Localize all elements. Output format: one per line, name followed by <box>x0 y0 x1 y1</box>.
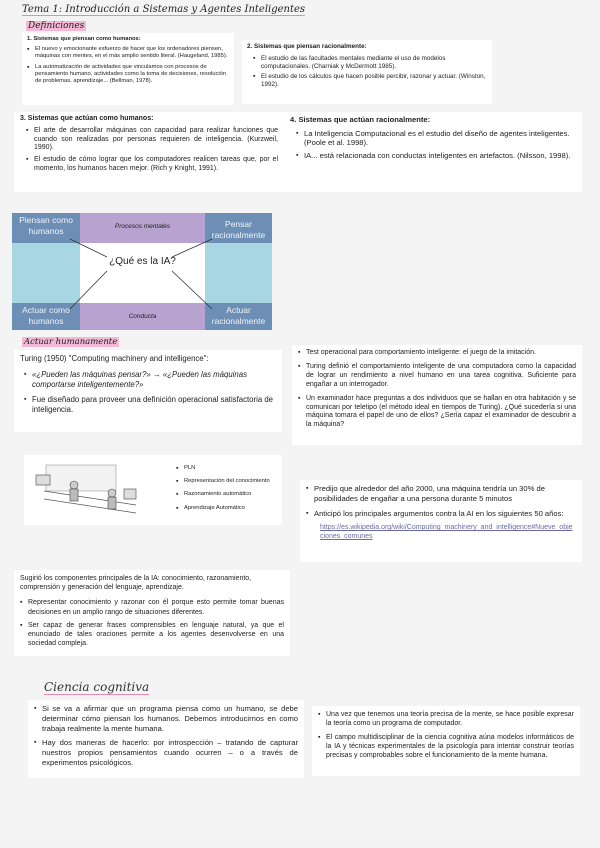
turing-intro: Turing (1950) "Computing machinery and intelligence": <box>20 354 209 363</box>
list-item: ▪ Turing definió el comportamiento inteligente de una computadora como la capacidad de lograr un rendimiento a nivel humano en una tarea cognitiva. Suficiente para engañar a un interrogador. <box>298 363 576 390</box>
list-item: ▪ La automatización de actividades que vinculamos con procesos de pensamiento humano, actividades como la toma de decisiones, resolución de problemas, aprendizaje... (Bellman, 1978). <box>27 64 229 86</box>
arrow-top-left <box>70 239 107 257</box>
list-item: ▪ Anticipó los principales argumentos contra la AI en los siguientes 50 años: <box>306 509 576 519</box>
skills-list <box>176 465 282 515</box>
def3-heading: 3. Sistemas que actúan como humanos: <box>20 115 154 122</box>
illustration-person <box>70 481 78 489</box>
list-item: ▪ El estudio de cómo lograr que los computadores realicen tareas que, por el momento, los humanos hacen mejor. (Rich y Knight, 1991). <box>26 156 278 174</box>
arrow-top-right <box>172 239 212 257</box>
list-item: ▪ El campo multidisciplinar de la ciencia cognitiva aúna modelos informáticos de la IA y técnicas experimentales de la psicología para intentar construir teorías precisas y comprobables sobre el funcionamiento de la mente humana. <box>318 733 574 760</box>
diagram-label-top: Procesos mentales <box>114 223 171 230</box>
list-item: ▪ La Inteligencia Computacional es el estudio del diseño de agentes inteligentes. (Poole et al. 1998). <box>296 129 576 148</box>
definition-card-1 <box>22 33 234 105</box>
illustration-terminal <box>124 489 136 499</box>
illustration-computer <box>36 475 50 485</box>
list-item: ▪ Fue diseñado para proveer una definición operacional satisfactoria de inteligencia. <box>24 395 276 415</box>
list-item: ▪ El arte de desarrollar máquinas con capacidad para realizar funciones que cuando son realizadas por personas requieren de inteligencia. (Kurzweil, 1990). <box>26 127 278 153</box>
list-item: ▪ Predijo que alrededor del año 2000, una máquina tendría un 30% de posibilidades de engañar a una persona durante 5 minutos <box>306 484 576 504</box>
diagram-label-bottom: Conducta <box>128 313 157 320</box>
list-item: ▪ PLN <box>176 465 282 472</box>
diagram-label-tl: Piensan como humanos <box>19 215 73 236</box>
definition-card-4 <box>284 112 582 192</box>
diagram-label-bl: Actuar como humanos <box>22 305 70 326</box>
list-item: ▪ Representar conocimiento y razonar con él porque esto permite tomar buenas decisiones en un amplio rango de situaciones diferentes. <box>20 598 284 616</box>
list-item: ▪ Si se va a afirmar que un programa piensa como un humano, se debe determinar cómo piensan los humanos. Debemos introducirnos en como trabaja realmente la mente humana. <box>34 704 298 733</box>
list-item: ▪ Representación del conocimiento <box>176 478 282 485</box>
diagram-label-br: Actuar racionalmente <box>211 305 266 326</box>
illustration-line <box>44 499 136 513</box>
list-item: ▪ «¿Pueden las máquinas pensar?» → «¿Pueden las máquinas comportarse inteligentemente?» <box>24 370 276 390</box>
definition-card-2 <box>242 40 492 104</box>
arrow-bottom-left <box>70 271 107 309</box>
list-item: ▪ Una vez que tenemos una teoría precisa de la mente, se hace posible expresar la teoría como un programa de computador. <box>318 710 574 728</box>
ia-diagram <box>12 213 272 330</box>
objections-link[interactable]: https://es.wikipedia.org/wiki/Computing_machinery_and_intelligence#Nueve_objeciones_comunes <box>320 524 573 541</box>
list-item: ▪ Ser capaz de generar frases comprensibles en lenguaje natural, ya que el enunciado de tales oraciones permite a los agentes desenvolverse en una sociedad compleja. <box>20 621 284 649</box>
illustration-wall <box>46 465 116 491</box>
list-item: ▪ El estudio de los cálculos que hacen posible percibir, razonar y actuar. (Winston, 1992). <box>253 73 487 89</box>
diagram-label-tr: Pensar racionalmente <box>211 219 266 240</box>
list-item: ▪ Un examinador hace preguntas a dos individuos que se hallan en otra habitación y se comunican por teletipo (el método ideal en tiempos de Turing). ¿Qué sucedería si una máquina tomara el papel de uno de ellos? ¿Sería capaz el examinador de descubrir a la máquina? <box>298 395 576 431</box>
definition-card-3 <box>14 112 284 192</box>
section-actuar: Actuar humanamente <box>24 337 118 347</box>
diagram-label-center: ¿Qué es la IA? <box>109 256 176 267</box>
cognitive-right-card <box>312 706 580 776</box>
illustration-line <box>44 491 136 505</box>
turing-card <box>14 350 282 432</box>
components-card <box>14 570 290 656</box>
section-ciencia-cognitiva: Ciencia cognitiva <box>44 680 150 694</box>
list-item: ▪ El estudio de las facultades mentales mediante el uso de modelos computacionales. (Charniak y McDermott 1985). <box>253 55 487 71</box>
def2-heading: 2. Sistemas que piensan racionalmente: <box>247 43 367 50</box>
page-title: Tema 1: Introducción a Sistemas y Agentes Inteligentes <box>22 4 306 15</box>
cognitive-left-card <box>28 700 304 778</box>
illustration-person-body <box>70 489 78 501</box>
list-item: ▪ Razonamiento automático <box>176 491 282 498</box>
list-item: ▪ Hay dos maneras de hacerlo: por introspección – tratando de capturar nuestros propios pensamientos cuando ocurren – o a través de experimentos psicológicos. <box>34 738 298 767</box>
list-item: ▪ IA... está relacionada con conductas inteligentes en artefactos. (Nilsson, 1998). <box>296 151 576 161</box>
prediction-card <box>300 480 582 562</box>
turing-test-illustration <box>26 459 146 521</box>
components-intro: Sugirió los componentes principales de la IA: conocimiento, razonamiento, comprensión y generación del lenguaje, aprendizaje. <box>20 575 252 592</box>
def1-heading: 1. Sistemas que piensan como humanos: <box>27 36 141 42</box>
list-item: ▪ Aprendizaje Automático <box>176 505 282 512</box>
illustration-person <box>108 489 116 497</box>
skills-card <box>24 455 282 525</box>
def4-heading: 4. Sistemas que actúan racionalmente: <box>290 115 431 124</box>
list-item: ▪ El nuevo y emocionante esfuerzo de hacer que los ordenadores piensen, máquinas con mentes, en el más amplio sentido literal. (Haugeland, 1985). <box>27 46 229 60</box>
section-definiciones: Definiciones <box>28 21 85 31</box>
illustration-person-body <box>108 497 116 509</box>
arrow-bottom-right <box>172 271 212 309</box>
list-item: ▪ Test operacional para comportamiento inteligente: el juego de la imitación. <box>298 349 576 358</box>
turing-test-card <box>292 345 582 445</box>
